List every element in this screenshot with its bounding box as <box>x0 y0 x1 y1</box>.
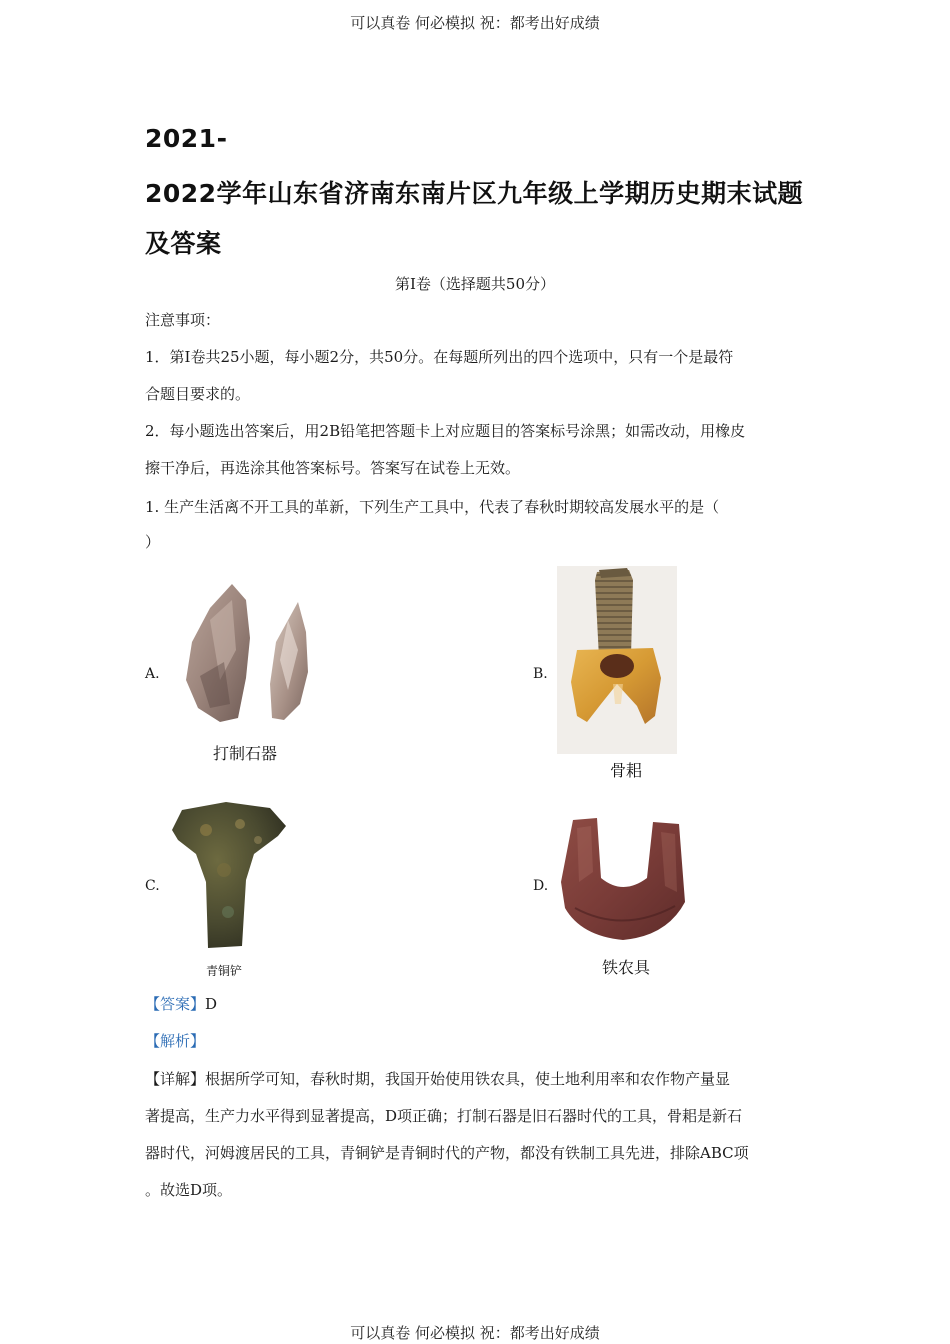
notes-heading: 注意事项： <box>145 311 221 329</box>
detail-line-4: 。故选D项。 <box>145 1181 233 1199</box>
detail-line-3: 器时代，河姆渡居民的工具，青铜铲是青铜时代的产物，都没有铁制工具先进，排除ABC项 <box>145 1144 749 1162</box>
section-heading: 第Ⅰ卷（选择题共50分） <box>394 275 555 293</box>
option-a-caption: 打制石器 <box>213 744 278 763</box>
title-line-2: 2022学年山东省济南东南片区九年级上学期历史期末试题 <box>145 179 804 208</box>
option-c-caption: 青铜铲 <box>206 964 243 978</box>
detail-text-1: 根据所学可知，春秋时期，我国开始使用铁农具，使土地利用率和农作物产量显 <box>205 1070 731 1088</box>
option-a-letter[interactable]: A. <box>145 666 160 682</box>
page-footer: 可以真卷 何必模拟 祝：都考出好成绩 <box>350 1324 600 1342</box>
option-b-caption: 骨耜 <box>610 761 643 780</box>
option-b-bone-spade-image[interactable] <box>557 566 677 754</box>
title-line-1: 2021- <box>145 124 228 153</box>
analysis-row <box>145 1023 810 1060</box>
detail-line-1 <box>145 1061 810 1098</box>
answer-value: D <box>205 995 218 1013</box>
detail-line-2: 著提高，生产力水平得到显著提高，D项正确；打制石器是旧石器时代的工具，骨耜是新石 <box>145 1107 743 1125</box>
option-c-letter[interactable]: C. <box>145 878 160 894</box>
title-line-3: 及答案 <box>145 229 222 258</box>
option-a-stone-tools-image[interactable] <box>180 580 320 730</box>
notes-item-1-line-1: 1．第Ⅰ卷共25小题，每小题2分，共50分。在每题所列出的四个选项中，只有一个是最符 <box>145 348 734 366</box>
analysis-label: 【解析】 <box>145 1032 206 1050</box>
page-header: 可以真卷 何必模拟 祝：都考出好成绩 <box>350 14 600 32</box>
option-d-letter[interactable]: D. <box>533 878 549 894</box>
question-line-1: 1. 生产生活离不开工具的革新，下列生产工具中，代表了春秋时期较高发展水平的是（ <box>145 498 720 516</box>
question-line-2: ） <box>145 533 161 551</box>
answer-row <box>145 986 810 1023</box>
option-c-bronze-spade-image[interactable] <box>166 800 292 952</box>
option-d-iron-tool-image[interactable] <box>557 812 693 944</box>
notes-item-2-line-1: 2．每小题选出答案后，用2B铅笔把答题卡上对应题目的答案标号涂黑；如需改动，用橡皮 <box>145 422 746 440</box>
answer-label: 【答案】 <box>145 995 206 1013</box>
option-b-letter[interactable]: B. <box>533 666 548 682</box>
option-d-caption: 铁农具 <box>602 958 651 977</box>
notes-item-2-line-2: 擦干净后，再选涂其他答案标号。答案写在试卷上无效。 <box>145 459 521 477</box>
detail-label: 【详解】 <box>145 1070 206 1088</box>
notes-item-1-line-2: 合题目要求的。 <box>145 385 251 403</box>
